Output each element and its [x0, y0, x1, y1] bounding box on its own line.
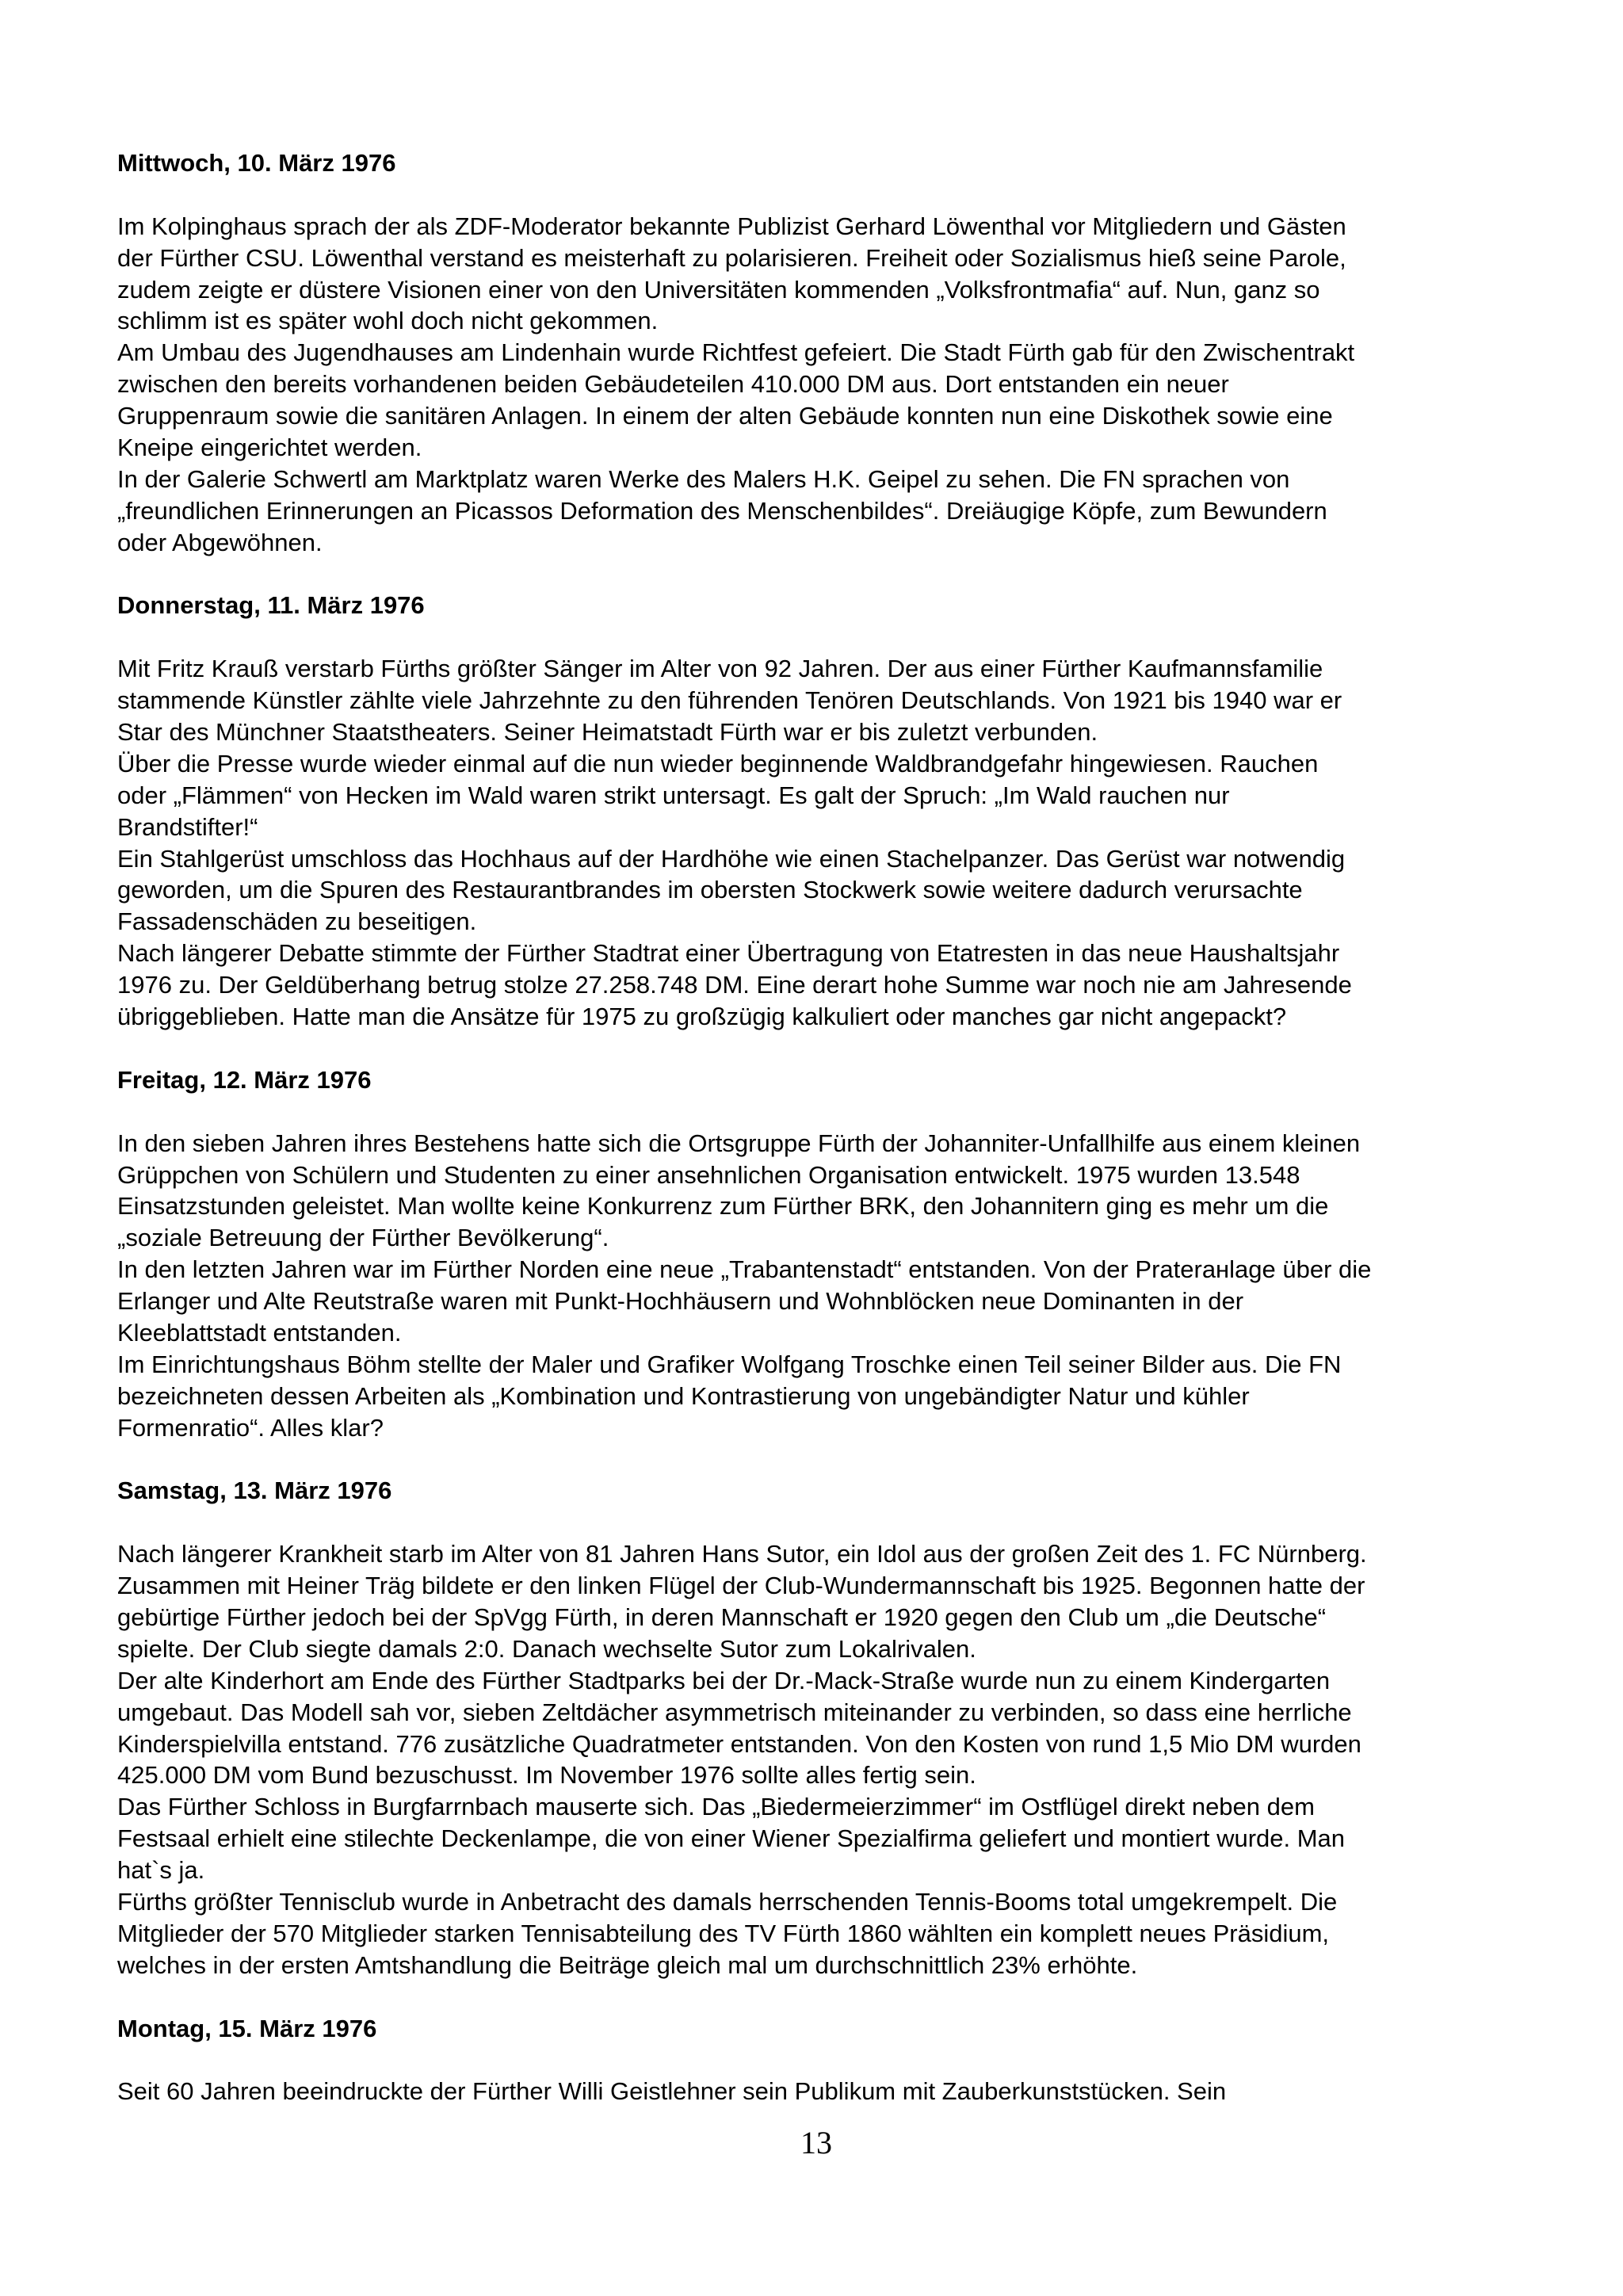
text-line: hat`s ja.	[117, 1856, 205, 1885]
diary-entry	[117, 1475, 1591, 1981]
text-line: Mitglieder der 570 Mitglieder starken Tennisabteilung des TV Fürth 1860 wählten ein komplett neues Präsidium,	[117, 1919, 1330, 1947]
text-line: Star des Münchner Staatstheaters. Seiner Heimatstadt Fürth war er bis zuletzt verbunden.	[117, 718, 1098, 747]
text-line: Gruppenraum sowie die sanitären Anlagen. In einem der alten Gebäude konnten nun eine Diskothek sowie eine	[117, 402, 1333, 430]
text-line: Erlanger und Alte Reutstraße waren mit Punkt-Hochhäusern und Wohnblöcken neue Dominanten in der	[117, 1287, 1244, 1316]
entry-paragraph	[117, 1128, 1591, 1444]
text-line: zudem zeigte er düstere Visionen einer von den Universitäten kommenden „Volksfrontmafia“ auf. Nun, ganz so	[117, 275, 1320, 304]
page-number: 13	[800, 2125, 832, 2160]
entry-paragraph	[117, 653, 1591, 1033]
text-line: 1976 zu. Der Geldüberhang betrug stolze 27.258.748 DM. Eine derart hohe Summe war noch nie am Jahresende	[117, 971, 1352, 999]
text-line: Ein Stahlgerüst umschloss das Hochhaus auf der Hardhöhe wie einen Stachelpanzer. Das Gerüst war notwendig	[117, 844, 1346, 873]
text-line: spielte. Der Club siegte damals 2:0. Danach wechselte Sutor zum Lokalrivalen.	[117, 1634, 976, 1663]
text-line: In den letzten Jahren war im Fürther Norden eine neue „Trabantenstadt“ entstanden. Von der Praterанlage über die	[117, 1255, 1372, 1284]
text-line: schlimm ist es später wohl doch nicht gekommen.	[117, 307, 659, 335]
text-line: In den sieben Jahren ihres Bestehens hatte sich die Ortsgruppe Fürth der Johanniter-Unfallhilfe aus einem kleinen	[117, 1129, 1361, 1157]
diary-entry	[117, 590, 1591, 1032]
text-line: Brandstifter!“	[117, 812, 258, 841]
text-line: Einsatzstunden geleistet. Man wollte keine Konkurrenz zum Fürther BRK, den Johannitern ging es mehr um die	[117, 1192, 1329, 1221]
diary-entry	[117, 147, 1591, 559]
text-line: Das Fürther Schloss in Burgfarrnbach mauserte sich. Das „Biedermeierzimmer“ im Ostflügel direkt neben dem	[117, 1793, 1315, 1821]
text-line: Festsaal erhielt eine stilechte Deckenlampe, die von einer Wiener Spezialfirma geliefert und montiert wurde. Man	[117, 1824, 1346, 1853]
entry-date-heading: Donnerstag, 11. März 1976	[117, 591, 425, 620]
text-line: geworden, um die Spuren des Restaurantbrandes im obersten Stockwerk sowie weitere dadurch verursachte	[117, 876, 1303, 904]
text-line: Nach längerer Debatte stimmte der Fürther Stadtrat einer Übertragung von Etatresten in das neue Haushaltsjahr	[117, 939, 1340, 968]
text-line: gebürtige Fürther jedoch bei der SpVgg Fürth, in deren Mannschaft er 1920 gegen den Club um „die Deutsche“	[117, 1603, 1327, 1631]
text-line: „soziale Betreuung der Fürther Bevölkerung“.	[117, 1224, 609, 1252]
text-line: Zusammen mit Heiner Träg bildete er den linken Flügel der Club-Wundermannschaft bis 1925. Begonnen hatte der	[117, 1572, 1365, 1600]
text-line: oder Abgewöhnen.	[117, 528, 323, 556]
entry-date-heading: Mittwoch, 10. März 1976	[117, 149, 396, 177]
text-line: Im Kolpinghaus sprach der als ZDF-Moderator bekannte Publizist Gerhard Löwenthal vor Mitgliedern und Gästen	[117, 212, 1346, 240]
text-line: Der alte Kinderhort am Ende des Fürther Stadtparks bei der Dr.-Mack-Straße wurde nun zu einem Kindergarten	[117, 1666, 1331, 1694]
entry-date-heading: Freitag, 12. März 1976	[117, 1065, 372, 1094]
text-line: stammende Künstler zählte viele Jahrzehnte zu den führenden Tenören Deutschlands. Von 1921 bis 1940 war er	[117, 686, 1342, 715]
diary-entry	[117, 2013, 1591, 2108]
text-line: Kleeblattstadt entstanden.	[117, 1318, 402, 1347]
text-line: 425.000 DM vom Bund bezuschusst. Im November 1976 sollte alles fertig sein.	[117, 1761, 976, 1790]
text-line: umgebaut. Das Modell sah vor, sieben Zeltdächer asymmetrisch miteinander zu verbinden, so dass eine herrliche	[117, 1698, 1352, 1726]
text-line: In der Galerie Schwertl am Marktplatz waren Werke des Malers H.K. Geipel zu sehen. Die FN sprachen von	[117, 464, 1290, 493]
text-line: zwischen den bereits vorhandenen beiden Gebäudeteilen 410.000 DM aus. Dort entstanden ein neuer	[117, 370, 1229, 399]
text-line: bezeichneten dessen Arbeiten als „Kombination und Kontrastierung von ungebändigter Natur und kühler	[117, 1381, 1250, 1410]
text-line: Formenratio“. Alles klar?	[117, 1413, 384, 1442]
text-line: Am Umbau des Jugendhauses am Lindenhain wurde Richtfest gefeiert. Die Stadt Fürth gab für den Zwischentrakt	[117, 338, 1355, 367]
entry-paragraph	[117, 211, 1591, 559]
entry-paragraph	[117, 2076, 1591, 2107]
text-line: Seit 60 Jahren beeindruckte der Fürther Willi Geistlehner sein Publikum mit Zauberkunststücken. Sein	[117, 2077, 1227, 2106]
diary-entry	[117, 1064, 1591, 1444]
text-line: Im Einrichtungshaus Böhm stellte der Maler und Grafiker Wolfgang Troschke einen Teil seiner Bilder aus. Die FN	[117, 1350, 1342, 1378]
text-line: Mit Fritz Krauß verstarb Fürths größter Sänger im Alter von 92 Jahren. Der aus einer Fürther Kaufmannsfamilie	[117, 655, 1323, 683]
text-line: Kneipe eingerichtet werden.	[117, 434, 422, 462]
text-line: oder „Flämmen“ von Hecken im Wald waren strikt untersagt. Es galt der Spruch: „Im Wald rauchen nur	[117, 781, 1230, 809]
text-line: übriggeblieben. Hatte man die Ansätze für 1975 zu großzügig kalkuliert oder manches gar nicht angepackt?	[117, 1003, 1287, 1031]
text-line: Kinderspielvilla entstand. 776 zusätzliche Quadratmeter entstanden. Von den Kosten von rund 1,5 Mio DM wurden	[117, 1729, 1361, 1758]
entry-date-heading: Samstag, 13. März 1976	[117, 1477, 392, 1505]
text-line: „freundlichen Erinnerungen an Picassos Deformation des Menschenbildes“. Dreiäugige Köpfe, zum Bewundern	[117, 496, 1327, 525]
text-line: der Fürther CSU. Löwenthal verstand es meisterhaft zu polarisieren. Freiheit oder Sozialismus hieß seine Parole,	[117, 243, 1346, 272]
text-line: welches in der ersten Amtshandlung die Beiträge gleich mal um durchschnittlich 23% erhöhte.	[117, 1950, 1138, 1979]
entry-date-heading: Montag, 15. März 1976	[117, 2014, 377, 2042]
entry-paragraph	[117, 1538, 1591, 1981]
text-line: Fürths größter Tennisclub wurde in Anbetracht des damals herrschenden Tennis-Booms total umgekrempelt. Die	[117, 1887, 1338, 1916]
text-line: Fassadenschäden zu beseitigen.	[117, 907, 477, 936]
text-line: Nach längerer Krankheit starb im Alter von 81 Jahren Hans Sutor, ein Idol aus der großen Zeit des 1. FC Nürnberg.	[117, 1540, 1367, 1568]
text-line: Grüppchen von Schülern und Studenten zu einer ansehnlichen Organisation entwickelt. 1975 wurden 13.548	[117, 1160, 1300, 1189]
text-line: Über die Presse wurde wieder einmal auf die nun wieder beginnende Waldbrandgefahr hingewiesen. Rauchen	[117, 749, 1319, 777]
document-body	[117, 147, 1591, 2139]
